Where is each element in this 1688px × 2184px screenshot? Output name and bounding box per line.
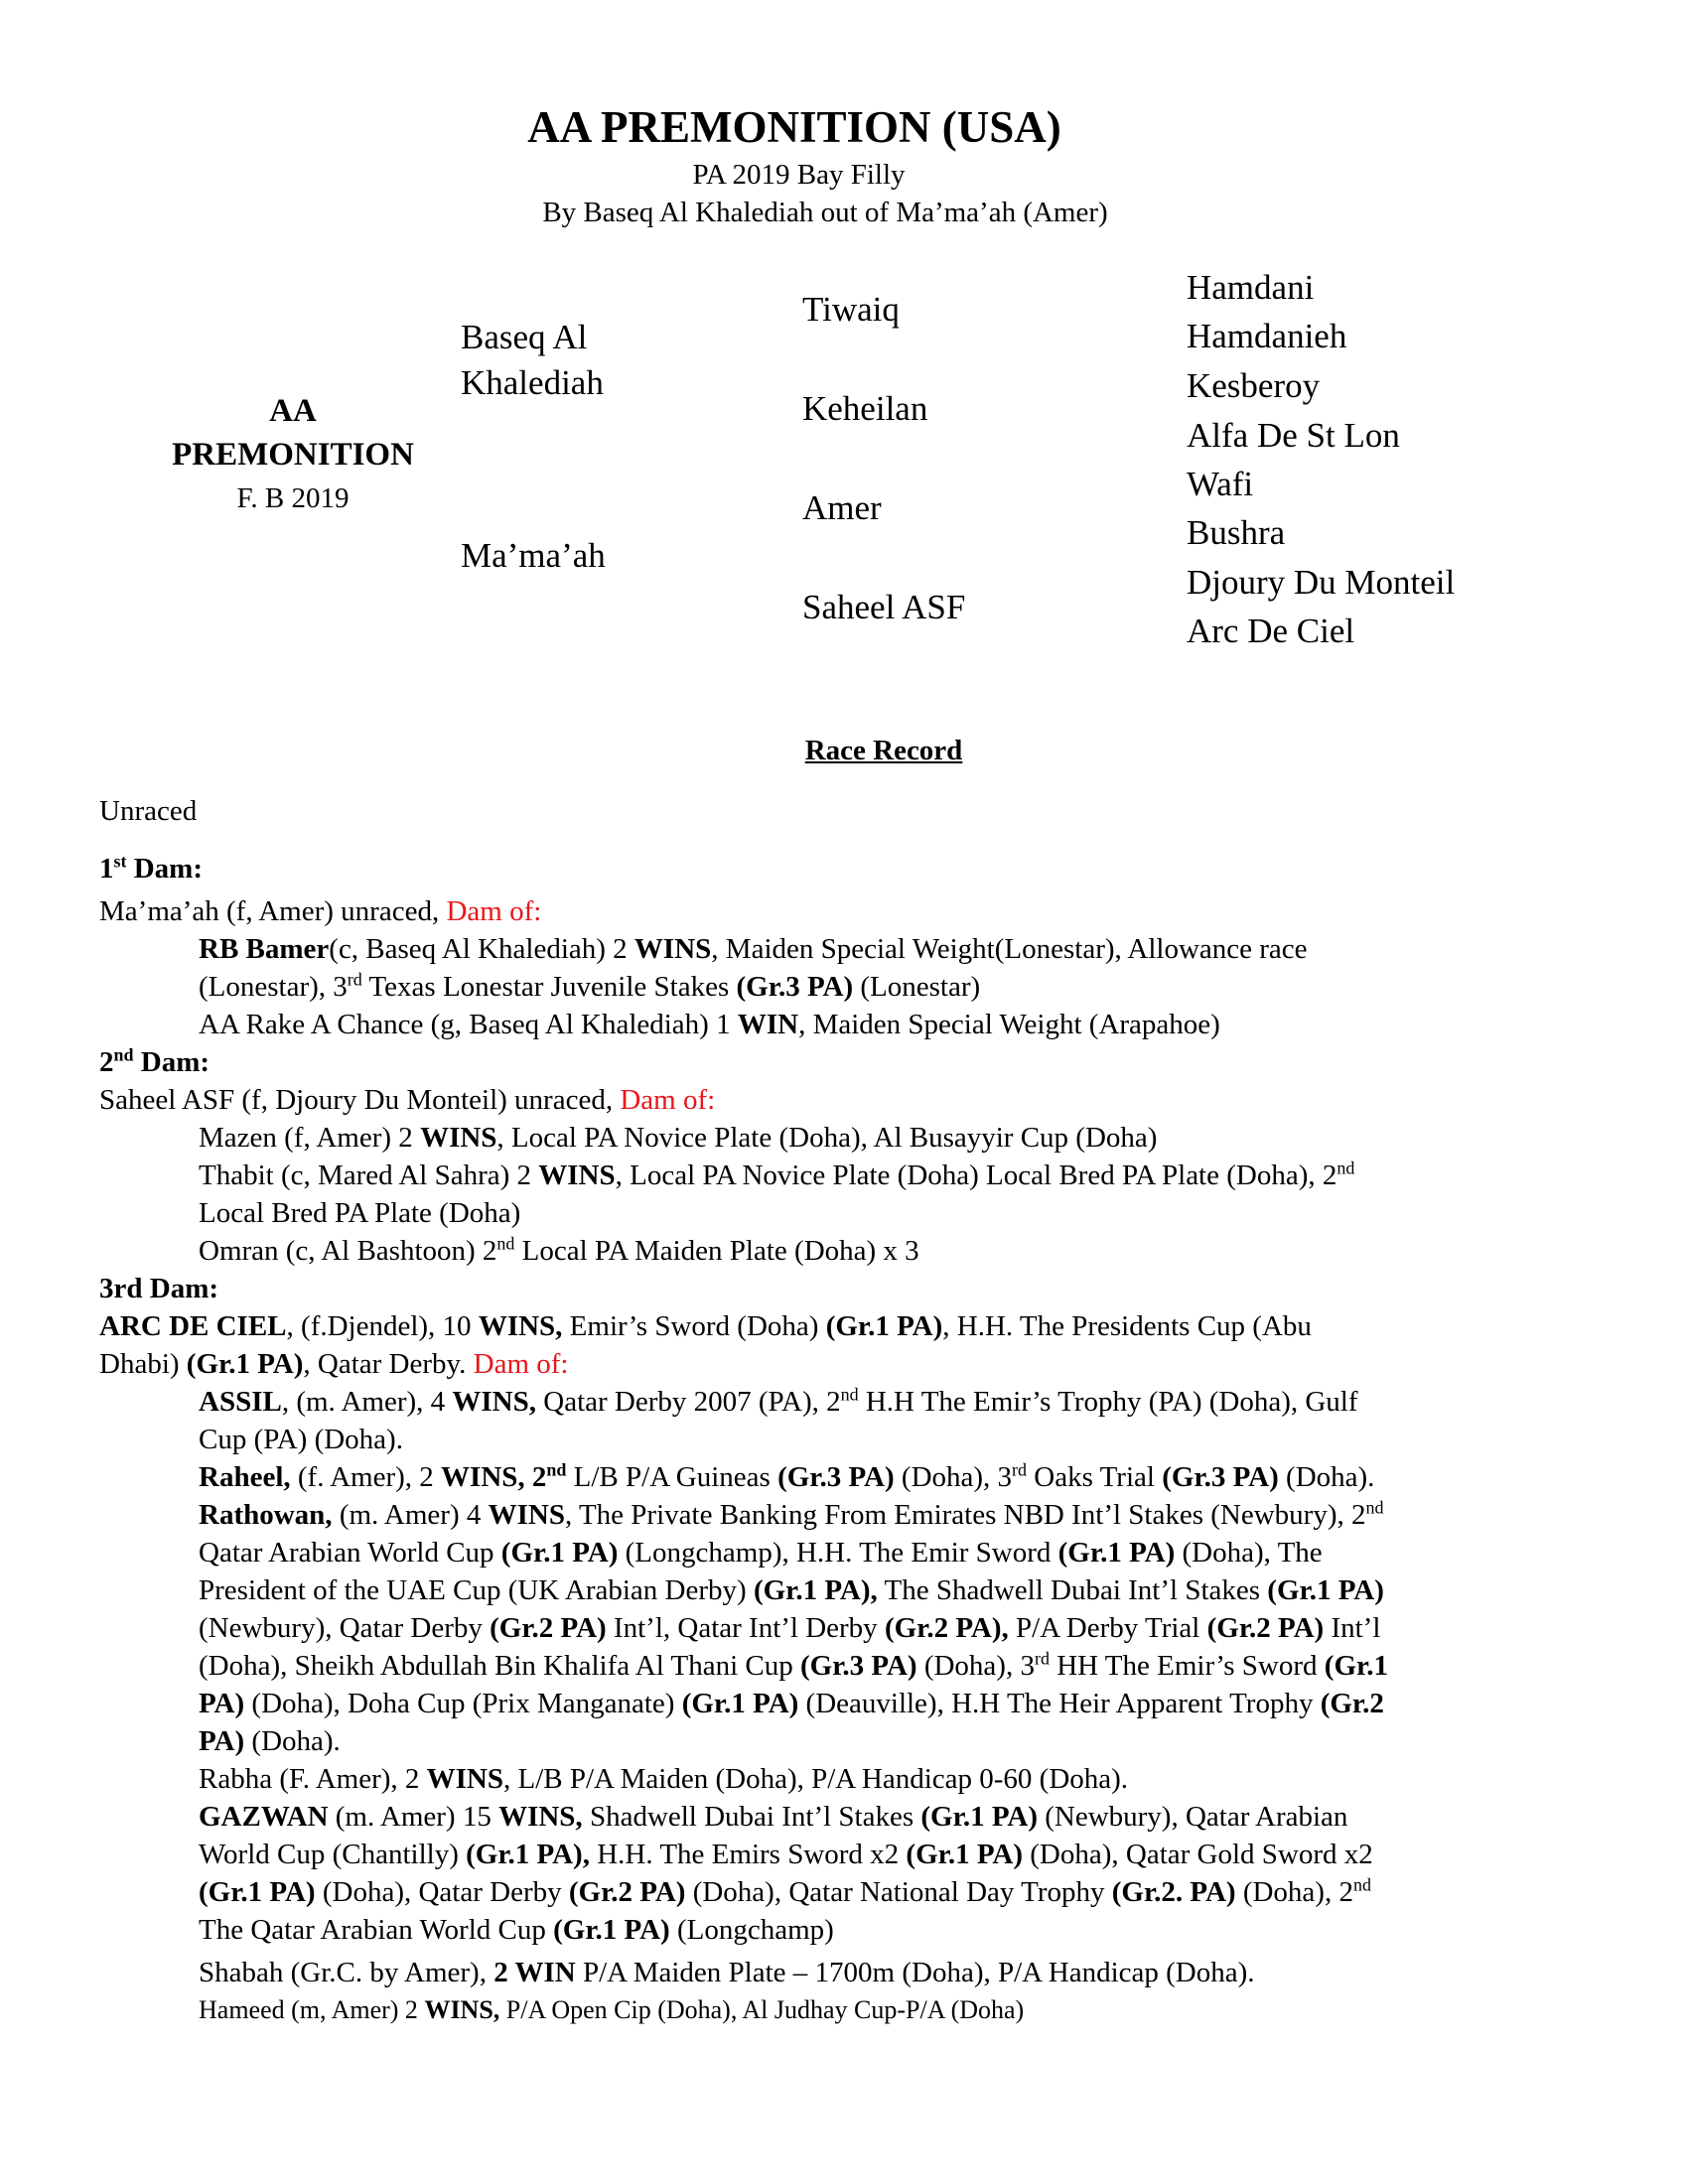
pedigree-great-grandparent: Hamdanieh	[1187, 317, 1347, 355]
progeny-entry: Hameed (m, Amer) 2 WINS, P/A Open Cip (Doha), Al Judhay Cup-P/A (Doha)	[199, 1995, 1025, 2024]
progeny-entry-cont: PA) (Doha).	[199, 1725, 341, 1757]
progeny-entry-cont: (Gr.1 PA) (Doha), Qatar Derby (Gr.2 PA) (Doha), Qatar National Day Trophy (Gr.2. PA) (Doha), 2nd	[199, 1874, 1371, 1908]
progeny-entry-cont: The Qatar Arabian World Cup (Gr.1 PA) (Longchamp)	[199, 1914, 834, 1946]
progeny-entry-cont: World Cup (Chantilly) (Gr.1 PA), H.H. The Emirs Sword x2 (Gr.1 PA) (Doha), Qatar Gold Sword x2	[199, 1839, 1373, 1870]
pedigree-great-grandparent: Arc De Ciel	[1187, 612, 1355, 650]
progeny-entry-cont: Qatar Arabian World Cup (Gr.1 PA) (Longchamp), H.H. The Emir Sword (Gr.1 PA) (Doha), The	[199, 1537, 1323, 1569]
progeny-entry: Shabah (Gr.C. by Amer), 2 WIN P/A Maiden Plate – 1700m (Doha), P/A Handicap (Doha).	[199, 1957, 1255, 1988]
progeny-entry: GAZWAN (m. Amer) 15 WINS, Shadwell Dubai Int’l Stakes (Gr.1 PA) (Newbury), Qatar Arabian	[199, 1801, 1348, 1833]
progeny-entry-cont: (Doha), Sheikh Abdullah Bin Khalifa Al Thani Cup (Gr.3 PA) (Doha), 3rd HH The Emir’s Sword (Gr.1	[199, 1648, 1388, 1682]
progeny-entry-cont: Cup (PA) (Doha).	[199, 1424, 403, 1455]
progeny-entry-cont: (Lonestar), 3rd Texas Lonestar Juvenile Stakes (Gr.3 PA) (Lonestar)	[199, 969, 981, 1003]
pedigree-grandparent: Amer	[802, 488, 882, 527]
third-dam-intro: ARC DE CIEL, (f.Djendel), 10 WINS, Emir’s Sword (Doha) (Gr.1 PA), H.H. The Presidents Cup (Abu	[99, 1310, 1312, 1342]
second-dam-intro: Saheel ASF (f, Djoury Du Monteil) unraced, Dam of:	[99, 1084, 716, 1116]
progeny-entry: Raheel, (f. Amer), 2 WINS, 2nd L/B P/A Guineas (Gr.3 PA) (Doha), 3rd Oaks Trial (Gr.3 PA) (Doha).	[199, 1459, 1375, 1493]
progeny-entry: ASSIL, (m. Amer), 4 WINS, Qatar Derby 2007 (PA), 2nd H.H The Emir’s Trophy (PA) (Doha), Gulf	[199, 1384, 1358, 1418]
pedigree-grandparent: Tiwaiq	[802, 290, 900, 329]
progeny-entry: Rabha (F. Amer), 2 WINS, L/B P/A Maiden (Doha), P/A Handicap 0-60 (Doha).	[199, 1763, 1129, 1795]
race-record-status: Unraced	[99, 795, 198, 827]
third-dam-intro-cont: Dhabi) (Gr.1 PA), Qatar Derby. Dam of:	[99, 1348, 569, 1380]
first-dam-heading: 1st Dam:	[99, 851, 203, 885]
breeding-line: By Baseq Al Khalediah out of Ma’ma’ah (Amer)	[542, 197, 1108, 228]
page-title: AA PREMONITION (USA)	[527, 102, 1061, 152]
progeny-entry-cont: President of the UAE Cup (UK Arabian Derby) (Gr.1 PA), The Shadwell Dubai Int’l Stakes (Gr.1 PA)	[199, 1574, 1384, 1606]
horse-description: PA 2019 Bay Filly	[692, 159, 906, 191]
race-record-heading: Race Record	[804, 735, 963, 766]
progeny-entry-cont: PA) (Doha), Doha Cup (Prix Manganate) (Gr.1 PA) (Deauville), H.H The Heir Apparent Trophy (Gr.2	[199, 1688, 1384, 1719]
progeny-entry: Mazen (f, Amer) 2 WINS, Local PA Novice Plate (Doha), Al Busayyir Cup (Doha)	[199, 1122, 1158, 1154]
progeny-entry-cont: (Newbury), Qatar Derby (Gr.2 PA) Int’l, Qatar Int’l Derby (Gr.2 PA), P/A Derby Trial (Gr.2 PA) Int’l	[199, 1612, 1381, 1644]
pedigree-great-grandparent: Hamdani	[1187, 268, 1315, 307]
pedigree-horse-name: AA PREMONITION	[172, 393, 414, 473]
progeny-entry: Omran (c, Al Bashtoon) 2nd Local PA Maiden Plate (Doha) x 3	[199, 1233, 919, 1267]
progeny-entry: Thabit (c, Mared Al Sahra) 2 WINS, Local PA Novice Plate (Doha) Local Bred PA Plate (Doha), 2nd	[199, 1158, 1355, 1191]
pedigree-great-grandparent: Kesberoy	[1187, 366, 1321, 405]
pedigree-great-grandparent: Bushra	[1187, 513, 1286, 552]
pedigree-sire: Baseq Al Khalediah	[461, 318, 604, 402]
progeny-entry: RB Bamer(c, Baseq Al Khalediah) 2 WINS, Maiden Special Weight(Lonestar), Allowance race	[199, 933, 1308, 965]
pedigree-great-grandparent: Djoury Du Monteil	[1187, 563, 1456, 602]
pedigree-dam: Ma’ma’ah	[461, 536, 606, 575]
first-dam-intro: Ma’ma’ah (f, Amer) unraced, Dam of:	[99, 895, 542, 927]
progeny-entry: Rathowan, (m. Amer) 4 WINS, The Private Banking From Emirates NBD Int’l Stakes (Newbury), 2nd	[199, 1497, 1384, 1531]
pedigree-great-grandparent: Alfa De St Lon	[1187, 416, 1400, 455]
progeny-entry: AA Rake A Chance (g, Baseq Al Khalediah) 1 WIN, Maiden Special Weight (Arapahoe)	[199, 1009, 1220, 1040]
pedigree-grandparent: Saheel ASF	[802, 588, 966, 626]
pedigree-grandparent: Keheilan	[802, 389, 928, 428]
pedigree-great-grandparent: Wafi	[1187, 465, 1254, 503]
third-dam-heading: 3rd Dam:	[99, 1273, 219, 1304]
progeny-entry-cont: Local Bred PA Plate (Doha)	[199, 1197, 521, 1229]
second-dam-heading: 2nd Dam:	[99, 1044, 211, 1078]
pedigree-horse-detail: F. B 2019	[236, 482, 350, 514]
